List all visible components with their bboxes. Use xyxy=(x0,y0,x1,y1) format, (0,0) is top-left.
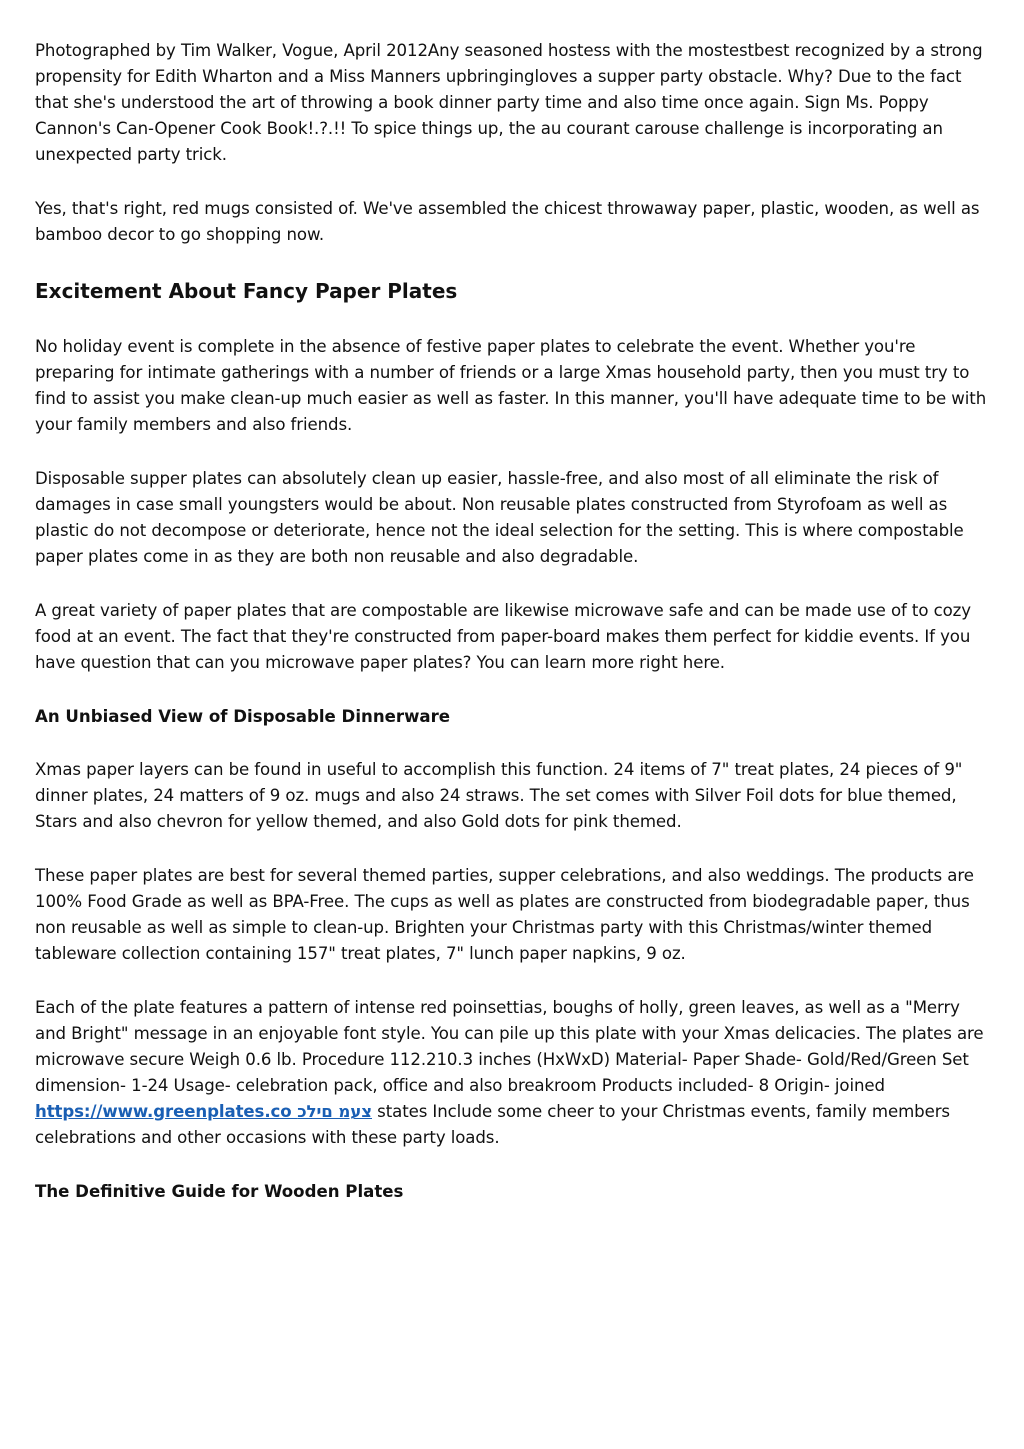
paragraph-plate-features-text-start: Each of the plate features a pattern of intense red poinsettias, boughs of holly, green leaves, as well as a "Merry and Bright" message in an enjoyable font style. You can pile up this plate with your Xmas delicacies. The plates are microwave secure Weigh 0.6 lb. Procedure 112.210.3 inches (HxWxD) Material- Paper Shade- Gold/Red/Green Set dimension- 1-24 Usage- celebration pack, office and also breakroom Products included- 8 Origin- joined xyxy=(35,998,984,1095)
paragraph-themed-parties: These paper plates are best for several themed parties, supper celebrations, and also weddings. The products are 100% Food Grade as well as BPA-Free. The cups as well as plates are constructed from biodegradable paper, thus non reusable as well as simple to clean-up. Brighten your Christmas party with this Christmas/winter themed tableware collection containing 157" treat plates, 7" lunch paper napkins, 9 oz. xyxy=(35,866,974,963)
paragraph-plate-features xyxy=(35,995,993,1151)
paragraph-plate-features-text-end: states Include some cheer to your Christmas events, family members celebrations and other occasions with these party loads. xyxy=(35,1102,950,1147)
paragraph-red-mugs: Yes, that's right, red mugs consisted of. We've assembled the chicest throwaway paper, plastic, wooden, as well as bamboo decor to go shopping now. xyxy=(35,199,980,244)
paragraph-disposable-supper-plates: Disposable supper plates can absolutely clean up easier, hassle-free, and also most of all eliminate the risk of damages in case small youngsters would be about. Non reusable plates constructed from Styrofoam as well as plastic do not decompose or deteriorate, hence not the ideal selection for the setting. This is where compostable paper plates come in as they are both non reusable and also degradable. xyxy=(35,469,964,566)
paragraph-xmas-paper-layers: Xmas paper layers can be found in useful to accomplish this function. 24 items of 7" treat plates, 24 pieces of 9" dinner plates, 24 matters of 9 oz. mugs and also 24 straws. The set comes with Silver Foil dots for blue themed, Stars and also chevron for yellow themed, and also Gold dots for pink themed. xyxy=(35,760,963,831)
heading-definitive-guide-wooden-plates: The Definitive Guide for Wooden Plates xyxy=(35,1182,404,1201)
paragraph-compostable-microwave: A great variety of paper plates that are compostable are likewise microwave safe and can be made use of to cozy food at an event. The fact that they're constructed from paper-board makes them perfect for kiddie events. If you have question that can you microwave paper plates? You can learn more right here. xyxy=(35,601,971,672)
greenplates-link[interactable]: https://www.greenplates.co צעמ םילכ xyxy=(35,1102,372,1121)
heading-excitement-fancy-paper-plates: Excitement About Fancy Paper Plates xyxy=(35,279,458,303)
paragraph-holiday-event: No holiday event is complete in the absence of festive paper plates to celebrate the event. Whether you're preparing for intimate gatherings with a number of friends or a large Xmas household party, then you must try to find to assist you make clean-up much easier as well as faster. In this manner, you'll have adequate time to be with your family members and also friends. xyxy=(35,337,987,434)
heading-unbiased-view-disposable-dinnerware: An Unbiased View of Disposable Dinnerware xyxy=(35,707,451,726)
document-body xyxy=(35,38,993,1205)
paragraph-intro: Photographed by Tim Walker, Vogue, April 2012Any seasoned hostess with the mostestbest recognized by a strong propensity for Edith Wharton and a Miss Manners upbringingloves a supper party obstacle. Why? Due to the fact that she's understood the art of throwing a book dinner party time and also time once again. Sign Ms. Poppy Cannon's Can-Opener Cook Book!.?.!! To spice things up, the au courant carouse challenge is incorporating an unexpected party trick. xyxy=(35,41,983,164)
